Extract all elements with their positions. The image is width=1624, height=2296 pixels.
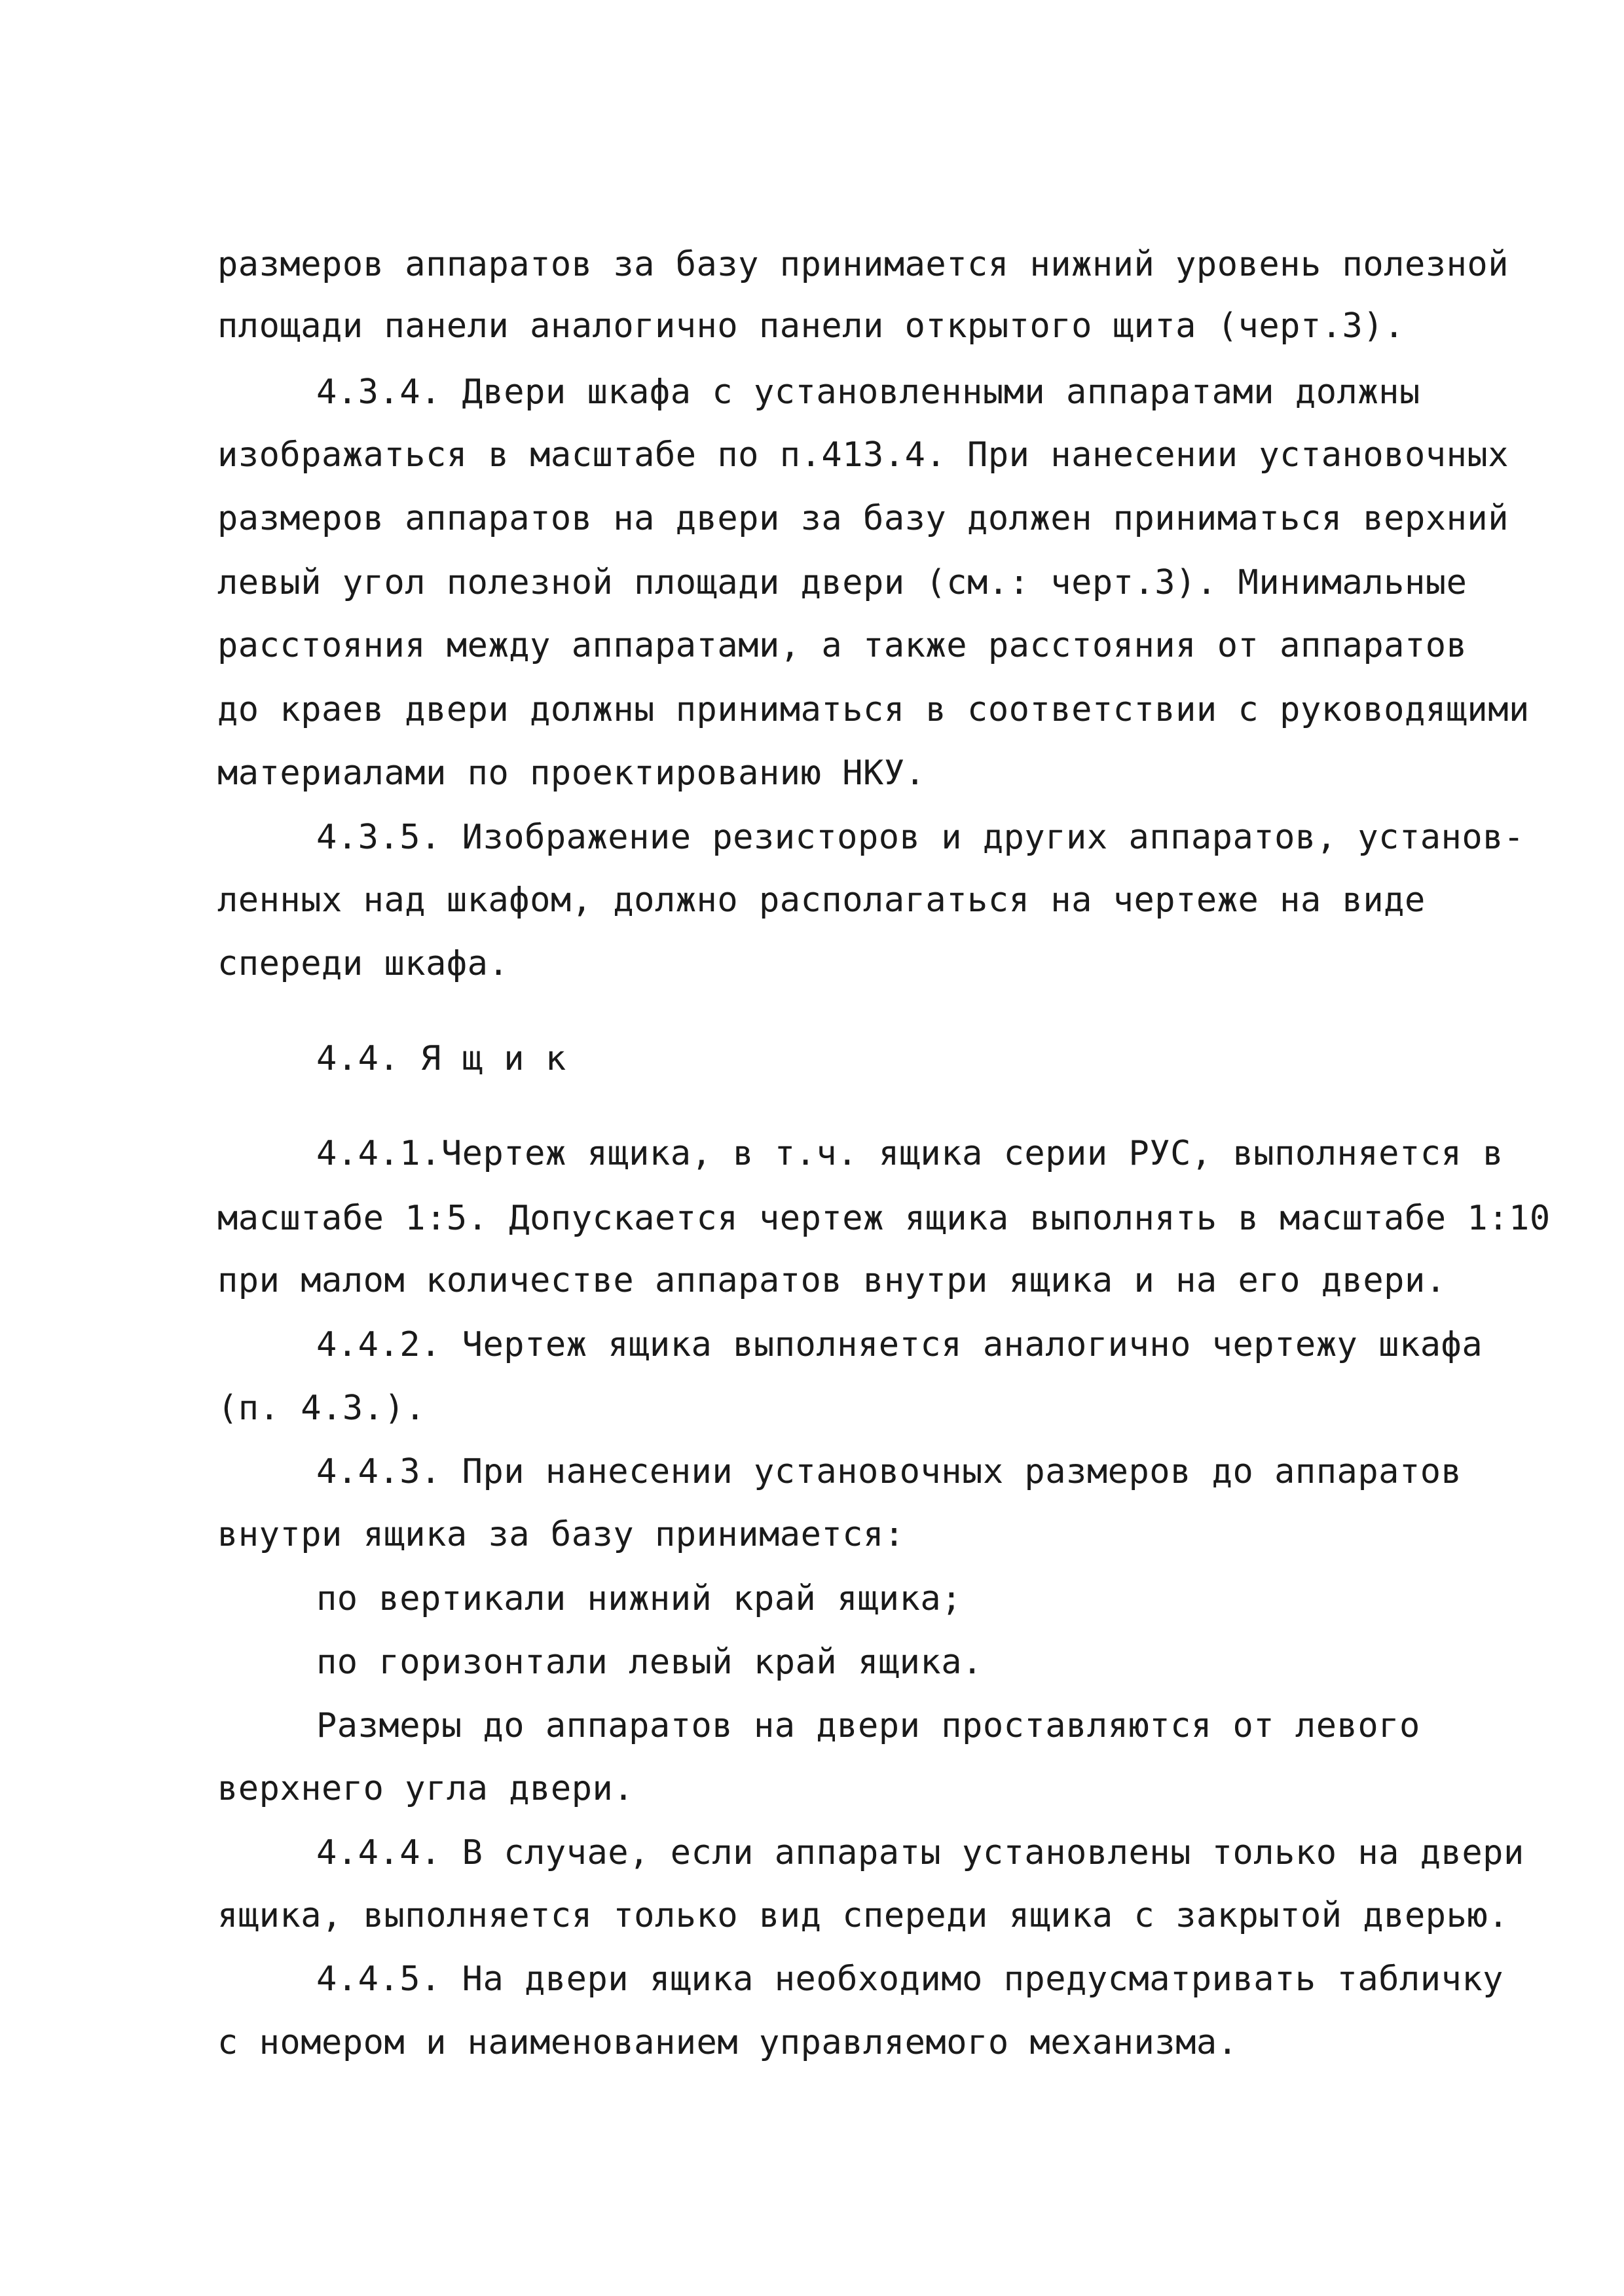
text-line: 4.4.5. На двери ящика необходимо предусматривать табличку: [316, 1959, 1504, 1999]
text-line: 4.4.3. При нанесении установочных размеров до аппаратов: [316, 1452, 1462, 1491]
text-line: внутри ящика за базу принимается:: [217, 1515, 905, 1554]
text-line: 4.4.1.Чертеж ящика, в т.ч. ящика серии РУС, выполняется в: [316, 1134, 1504, 1173]
text-line: размеров аппаратов на двери за базу должен приниматься верхний: [217, 499, 1509, 538]
text-line: масштабе 1:5. Допускается чертеж ящика выполнять в масштабе 1:10: [217, 1199, 1551, 1238]
text-line: расстояния между аппаратами, а также расстояния от аппаратов: [217, 626, 1467, 665]
text-line: по горизонтали левый край ящика.: [316, 1643, 983, 1682]
section-heading: 4.4. Я щ и к: [316, 1039, 566, 1078]
text-line: изображаться в масштабе по п.413.4. При нанесении установочных: [217, 435, 1509, 475]
text-line: Размеры до аппаратов на двери проставляются от левого: [316, 1706, 1420, 1745]
text-line: верхнего угла двери.: [217, 1769, 635, 1808]
text-line: (п. 4.3.).: [217, 1389, 426, 1428]
text-line: левый угол полезной площади двери (см.: черт.3). Минимальные: [217, 563, 1467, 602]
text-line: размеров аппаратов за базу принимается нижний уровень полезной: [217, 245, 1509, 284]
text-line: по вертикали нижний край ящика;: [316, 1579, 963, 1618]
text-line: 4.3.4. Двери шкафа с установленными аппаратами должны: [316, 373, 1420, 412]
text-line: материалами по проектированию НКУ.: [217, 754, 926, 793]
text-line: до краев двери должны приниматься в соответствии с руководящими: [217, 690, 1530, 729]
text-line: при малом количестве аппаратов внутри ящика и на его двери.: [217, 1261, 1447, 1300]
text-line: 4.3.5. Изображение резисторов и других аппаратов, установ-: [316, 818, 1524, 857]
text-line: площади панели аналогично панели открытого щита (черт.3).: [217, 306, 1405, 346]
text-line: ящика, выполняется только вид спереди ящика с закрытой дверью.: [217, 1896, 1509, 1935]
text-line: ленных над шкафом, должно располагаться на чертеже на виде: [217, 881, 1426, 920]
text-line: 4.4.2. Чертеж ящика выполняется аналогично чертежу шкафа: [316, 1325, 1483, 1364]
text-line: спереди шкафа.: [217, 944, 509, 983]
text-line: 4.4.4. В случае, если аппараты установлены только на двери: [316, 1833, 1524, 1872]
text-line: с номером и наименованием управляемого механизма.: [217, 2023, 1238, 2062]
